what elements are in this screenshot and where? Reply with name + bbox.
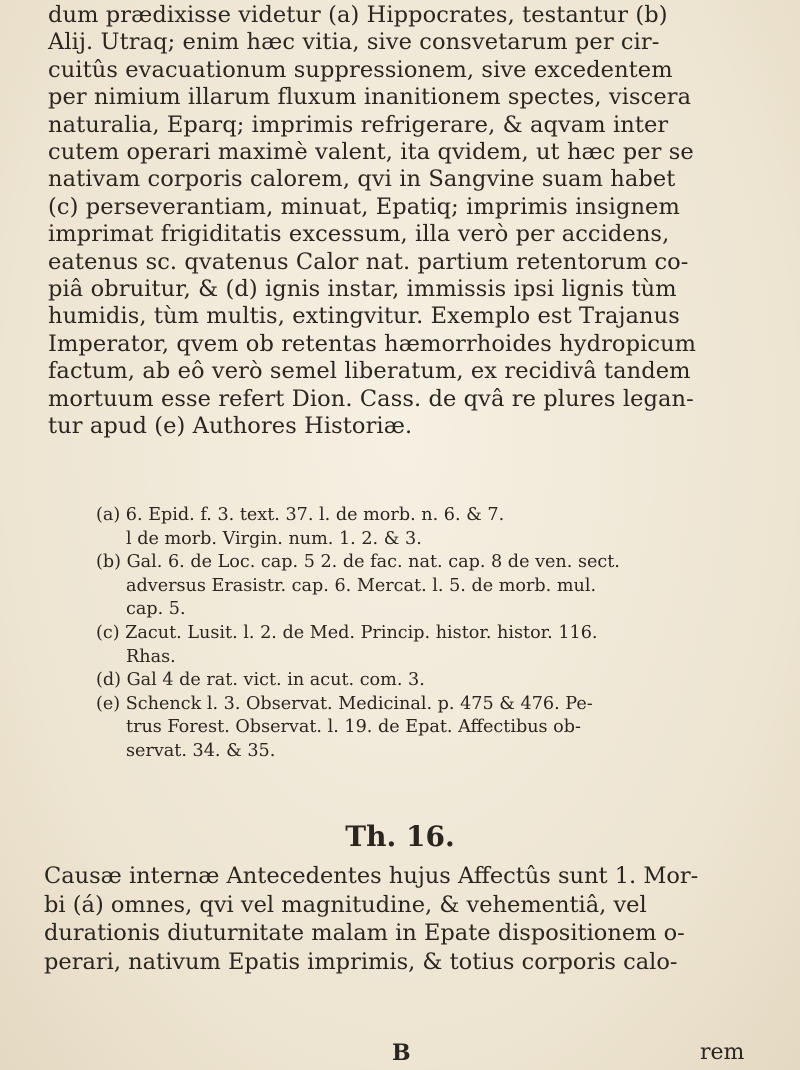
footnotes bbox=[96, 504, 776, 764]
text-line: humidis, tùm multis, extingvitur. Exemplo est Trajanus bbox=[48, 303, 680, 330]
text-line: cuitûs evacuationum suppressionem, sive excedentem bbox=[48, 56, 673, 83]
footnote-line: l de morb. Virgin. num. 1. 2. & 3. bbox=[126, 528, 422, 549]
text-line: naturalia, Eparq; imprimis refrigerare, & aqvam inter bbox=[48, 111, 669, 138]
text-line: perari, nativum Epatis imprimis, & totius corporis calo- bbox=[44, 948, 678, 975]
footnote-line: (c) Zacut. Lusit. l. 2. de Med. Princip. histor. histor. 116. bbox=[96, 622, 598, 643]
catchword: rem bbox=[700, 1040, 745, 1065]
footnote-line: adversus Erasistr. cap. 6. Mercat. l. 5. de morb. mul. bbox=[126, 575, 597, 596]
text-line: Imperator, qvem ob retentas hæmorrhoides hydropicum bbox=[48, 330, 697, 357]
footnote-line: cap. 5. bbox=[126, 599, 186, 620]
text-line: Causæ internæ Antecedentes hujus Affectûs sunt 1. Mor- bbox=[44, 863, 699, 889]
text-line: factum, ab eô verò semel liberatum, ex recidivâ tandem bbox=[48, 358, 691, 385]
text-line: (c) perseverantiam, minuat, Epatiq; imprimis insignem bbox=[48, 193, 680, 220]
text-line: mortuum esse refert Dion. Cass. de qvâ re plures legan- bbox=[48, 385, 694, 412]
text-line: eatenus sc. qvatenus Calor nat. partium retentorum co- bbox=[48, 248, 689, 275]
footnote-line: (a) 6. Epid. f. 3. text. 37. l. de morb. n. 6. & 7. bbox=[96, 505, 505, 525]
text-line: tur apud (e) Authores Historiæ. bbox=[48, 413, 413, 440]
footnote-line: Rhas. bbox=[126, 646, 176, 667]
text-line: durationis diuturnitate malam in Epate dispositionem o- bbox=[44, 920, 685, 947]
text-line: Alij. Utraq; enim hæc vitia, sive consvetarum per cir- bbox=[48, 29, 660, 56]
text-line: dum prædixisse videtur (a) Hippocrates, testantur (b) bbox=[48, 2, 668, 28]
footnote-line: (e) Schenck l. 3. Observat. Medicinal. p. 475 & 476. Pe- bbox=[96, 693, 593, 714]
second-paragraph bbox=[44, 862, 774, 976]
footnote-line: trus Forest. Observat. l. 19. de Epat. Affectibus ob- bbox=[126, 717, 581, 738]
footnote-line: (b) Gal. 6. de Loc. cap. 5 2. de fac. nat. cap. 8 de ven. sect. bbox=[96, 552, 620, 573]
text-line: nativam corporis calorem, qvi in Sangvine suam habet bbox=[48, 166, 676, 193]
signature-mark: B bbox=[392, 1040, 411, 1066]
footnote-line: servat. 34. & 35. bbox=[126, 740, 276, 761]
text-line: imprimat frigiditatis excessum, illa verò per accidens, bbox=[48, 221, 670, 248]
text-line: bi (á) omnes, qvi vel magnitudine, & vehementiâ, vel bbox=[44, 891, 647, 918]
text-line: per nimium illarum fluxum inanitionem spectes, viscera bbox=[48, 84, 692, 111]
section-heading: Th. 16. bbox=[345, 820, 455, 853]
text-line: piâ obruitur, & (d) ignis instar, immissis ipsi lignis tùm bbox=[48, 276, 677, 303]
footnote-line: (d) Gal 4 de rat. vict. in acut. com. 3. bbox=[96, 670, 425, 691]
text-line: cutem operari maximè valent, ita qvidem, ut hæc per se bbox=[48, 139, 694, 166]
main-paragraph bbox=[48, 2, 768, 441]
